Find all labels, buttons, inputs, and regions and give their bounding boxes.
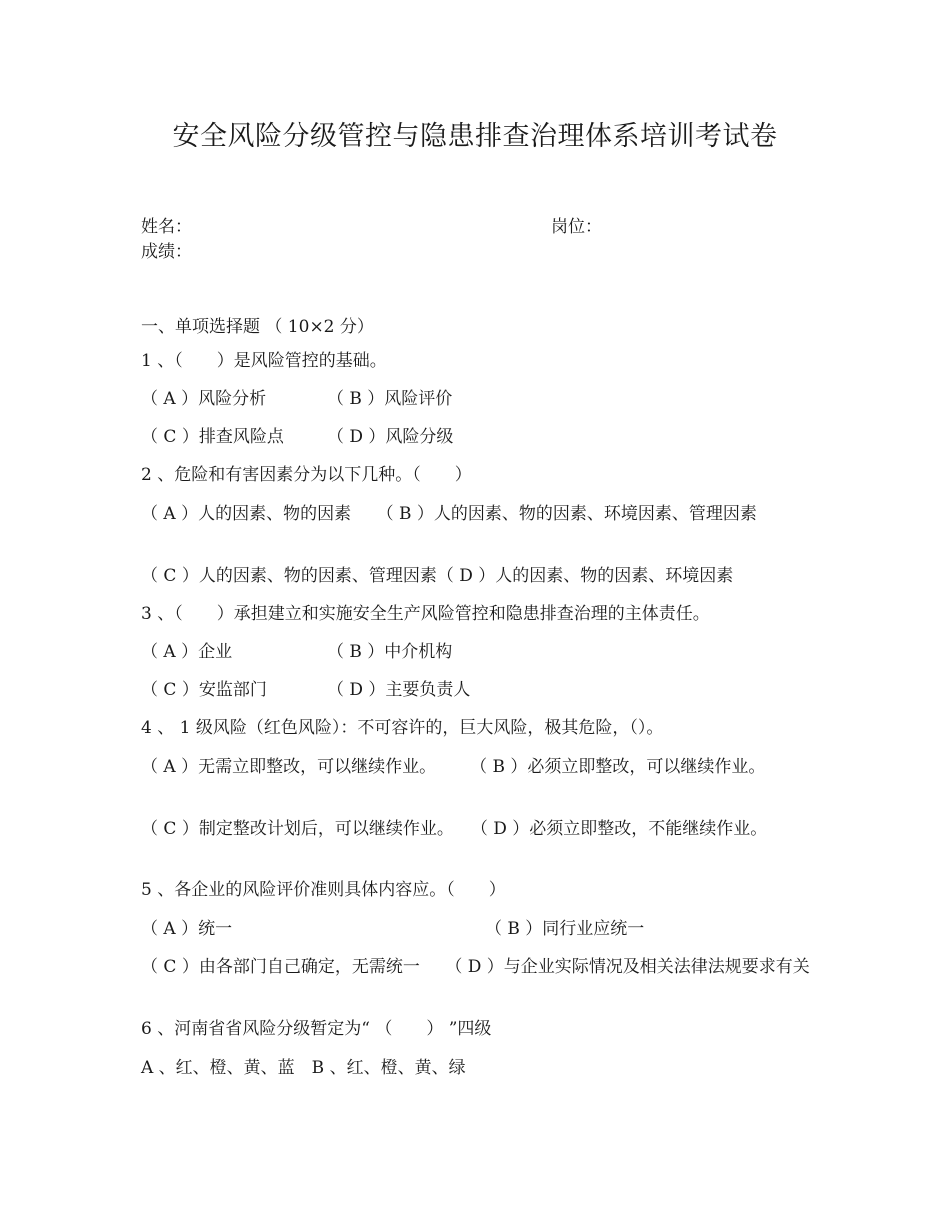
option-a: （ A ）风险分析 — [141, 389, 267, 409]
page-title: 安全风险分级管控与隐患排查治理体系培训考试卷 — [172, 121, 778, 152]
question-stem: 1 、（ ）是风险管控的基础。 — [141, 351, 387, 371]
question-2-options-cd — [141, 564, 811, 588]
option-cd: （ C ）制定整改计划后，可以继续作业。 （ D ）必须立即整改，不能继续作业。 — [141, 819, 768, 839]
option-b: （ B ）同行业应统一 — [485, 919, 645, 939]
option-a: （ A ）统一 — [141, 919, 233, 939]
question-4 — [141, 716, 811, 740]
question-3 — [141, 602, 811, 626]
option-d: （ D ）风险分级 — [327, 427, 454, 447]
question-4-options-ab — [141, 755, 811, 779]
option-cd: （ C ）由各部门自己确定，无需统一 （ D ）与企业实际情况及相关法律法规要求有关 — [141, 957, 810, 977]
name-label: 姓名： — [141, 217, 192, 237]
question-5-options-cd — [141, 955, 811, 979]
question-5 — [141, 878, 811, 902]
question-1 — [141, 349, 811, 373]
question-4-options-cd — [141, 817, 811, 841]
question-stem: 5 、各企业的风险评价准则具体内容应。（ ） — [141, 880, 506, 900]
position-label: 岗位： — [551, 217, 602, 237]
question-2-options-ab — [141, 502, 811, 526]
question-stem: 4 、 1 级风险（红色风险）：不可容许的，巨大风险，极其危险，（）。 — [141, 718, 664, 738]
question-1-options-ab — [141, 387, 811, 411]
question-stem: 6 、河南省省风险分级暂定为“ （ ） ”四级 — [141, 1019, 492, 1039]
score-label: 成绩： — [141, 242, 192, 262]
question-stem: 3 、（ ）承担建立和实施安全生产风险管控和隐患排查治理的主体责任。 — [141, 604, 710, 624]
option-cd: （ C ）人的因素、物的因素、管理因素（ D ）人的因素、物的因素、环境因素 — [141, 566, 734, 586]
question-3-options-ab — [141, 640, 811, 664]
question-1-options-cd — [141, 425, 811, 449]
question-5-options-ab — [141, 917, 811, 941]
question-3-options-cd — [141, 678, 811, 702]
option-c: （ C ）排查风险点 — [141, 427, 284, 447]
option-a: （ A ）企业 — [141, 642, 233, 662]
option-c: （ C ）安监部门 — [141, 680, 267, 700]
question-2 — [141, 463, 811, 487]
option-ab: （ A ）人的因素、物的因素 （ B ）人的因素、物的因素、环境因素、管理因素 — [141, 504, 757, 524]
section-heading: 一、单项选择题 （ 10×2 分） — [141, 317, 374, 337]
option-b: （ B ）中介机构 — [327, 642, 453, 662]
option-ab: （ A ）无需立即整改，可以继续作业。 （ B ）必须立即整改，可以继续作业。 — [141, 757, 766, 777]
option-d: （ D ）主要负责人 — [327, 680, 471, 700]
question-6-options — [141, 1056, 811, 1080]
question-stem: 2 、危险和有害因素分为以下几种。（ ） — [141, 465, 472, 485]
option-ab: A 、红、橙、黄、蓝 B 、红、橙、黄、绿 — [141, 1058, 466, 1078]
question-6 — [141, 1017, 811, 1041]
option-b: （ B ）风险评价 — [327, 389, 453, 409]
